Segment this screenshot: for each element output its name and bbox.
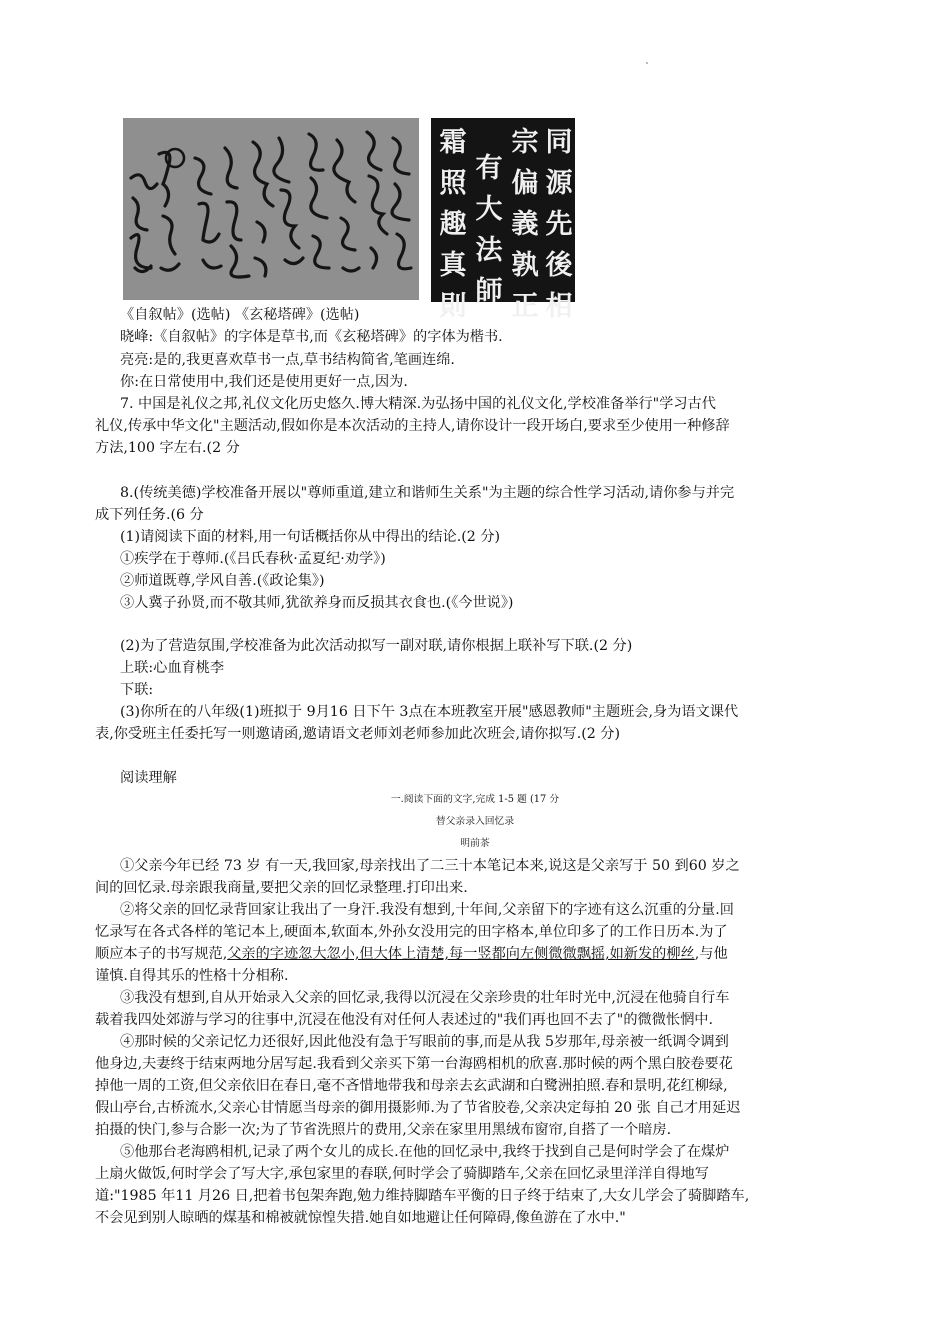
question-8-line-2: 成下列任务.(6 分 [95, 507, 204, 523]
stele-column-2: 宗 偏 義 孰 正 [511, 127, 539, 322]
scan-speck [646, 62, 648, 64]
paragraph-3-line-2: 载着我四处郊游与学习的往事中,沉浸在他没有对任何人表述过的"我们再也回不去了"的微微怅惘中. [95, 1012, 713, 1028]
quote-2: ②师道既尊,学风自善.(《政论集》) [120, 573, 325, 589]
question-7-line-3: 方法,100 字左右.(2 分 [95, 440, 240, 456]
paragraph-3-line-1: ③我没有想到,自从开始录入父亲的回忆录,我得以沉浸在父亲珍贵的壮年时光中,沉浸在他骑自行车 [120, 990, 730, 1006]
question-8-task-3-line-1: (3)你所在的八年级(1)班拟于 9月16 日下午 3点在本班教室开展"感恩教师"主题班会,身为语文课代 [120, 704, 739, 720]
underlined-sentence: 父亲的字迹忽大忽小,但大体上清楚,每一竖都向左侧微微飘摇,如新发的柳丝 [227, 946, 695, 962]
dialogue-liangliang: 亮亮:是的,我更喜欢草书一点,草书结构简省,笔画连绵. [120, 352, 455, 368]
dialogue-you: 你:在日常使用中,我们还是使用更好一点,因为. [120, 374, 408, 390]
paragraph-1-line-2: 间的回忆录.母亲跟我商量,要把父亲的回忆录整理.打印出来. [95, 880, 468, 896]
question-7-line-1: 7. 中国是礼仪之邦,礼仪文化历史悠久.博大精深.为弘扬中国的礼仪文化,学校准备举行"学习古代 [120, 396, 716, 412]
paragraph-5-line-2: 上扇火做饭,何时学会了写大字,承包家里的春联,何时学会了骑脚踏车,父亲在回忆录里洋洋自得地写 [95, 1166, 709, 1182]
paragraph-2-line-3: 顺应本子的书写规范,父亲的字迹忽大忽小,但大体上清楚,每一竖都向左侧微微飘摇,如新发的柳丝,与他 [95, 946, 728, 962]
question-8-task-3-line-2: 表,你受班主任委托写一则邀请函,邀请语文老师刘老师参加此次班会,请你拟写.(2 分) [95, 726, 621, 742]
paragraph-2-line-4: 谨慎.自得其乐的性格十分相称. [95, 968, 289, 984]
quote-3: ③人冀子孙贤,而不敬其师,犹欲养身而反损其衣食也.(《今世说》) [120, 595, 514, 611]
question-8-line-1: 8.(传统美德)学校准备开展以"尊师重道,建立和谐师生关系"为主题的综合性学习活动,请你参与并完 [120, 485, 735, 501]
paragraph-4-line-2: 他身边,夫妻终于结束两地分居写起.我看到父亲买下第一台海鸥相机的欣喜.那时候的两个黑白胶卷要花 [95, 1056, 733, 1072]
paragraph-4-line-1: ④那时候的父亲记忆力还很好,因此他没有急于写眼前的事,而是从我 5岁那年,母亲被一纸调令调到 [120, 1034, 729, 1050]
question-7-line-2: 礼仪,传承中华文化"主题活动,假如你是本次活动的主持人,请你设计一段开场白,要求至少使用一种修辞 [95, 418, 730, 434]
section-heading-reading: 阅读理解 [120, 770, 177, 786]
paragraph-1-line-1: ①父亲今年已经 73 岁 有一天,我回家,母亲找出了二三十本笔记本来,说这是父亲写于 50 到60 岁之 [120, 858, 740, 874]
image-caption: 《自叙帖》(选帖) 《玄秘塔碑》(选帖) [120, 307, 360, 323]
stele-column-3: 有 大 法 師 [475, 153, 503, 307]
cursive-calligraphy-image [123, 118, 419, 300]
quote-1: ①疾学在于尊师.(《吕氏春秋·孟夏纪·劝学》) [120, 551, 386, 567]
couplet-upper: 上联:心血育桃李 [120, 660, 225, 676]
question-8-task-1: (1)请阅读下面的材料,用一句话概括你从中得出的结论.(2 分) [120, 529, 501, 545]
question-8-task-2: (2)为了营造氛围,学校准备为此次活动拟写一副对联,请你根据上联补写下联.(2 分) [120, 638, 633, 654]
paragraph-4-line-3: 掉他一周的工资,但父亲依旧在春日,毫不吝惜地带我和母亲去玄武湖和白鹭洲拍照.春和景明,花红柳绿, [95, 1078, 728, 1094]
paragraph-5-line-4: 不会见到别人晾晒的煤基和棉被就惊惶失措.她自如地避让任何障碍,像鱼游在了水中." [95, 1210, 626, 1226]
paragraph-4-line-5: 拍摄的快门,参与合影一次;为了节省洗照片的费用,父亲在家里用黑绒布窗帘,自搭了一个暗房. [95, 1122, 672, 1138]
article-author: 明前茶 [460, 838, 490, 849]
paragraph-5-line-1: ⑤他那台老海鸥相机,记录了两个女儿的成长.在他的回忆录中,我终于找到自己是何时学会了在煤炉 [120, 1144, 730, 1160]
dialogue-xiaofeng: 晓峰:《自叙帖》的字体是草书,而《玄秘塔碑》的字体为楷书. [120, 329, 503, 345]
stele-column-1: 同 源 先 後 相 [545, 127, 573, 322]
paragraph-2-line-2: 忆录写在各式各样的笔记本上,硬面本,软面本,外孙女没用完的田字格本,单位印多了的工作日历本.为了 [95, 924, 728, 940]
paragraph-2-line-1: ②将父亲的回忆录背回家让我出了一身汗.我没有想到,十年间,父亲留下的字迹有这么沉重的分量.回 [120, 902, 734, 918]
article-title: 替父亲录入回忆录 [435, 816, 515, 827]
cursive-strokes [123, 118, 419, 300]
stele-column-4: 霜 照 趣 真 則 [439, 127, 467, 322]
regular-script-stele-image [431, 118, 575, 322]
couplet-lower: 下联: [120, 682, 154, 698]
reading-instruction: 一.阅读下面的文字,完成 1-5 题 (17 分 [390, 794, 560, 805]
paragraph-4-line-4: 假山亭台,古桥流水,父亲心甘情愿当母亲的御用摄影师.为了节省胶卷,父亲决定每拍 20 张 自己才用延迟 [95, 1100, 741, 1116]
paragraph-5-line-3: 道:"1985 年11 月26 日,把着书包架奔跑,勉力维持脚踏车平衡的日子终于结束了,大女儿学会了骑脚踏车, [95, 1188, 750, 1204]
